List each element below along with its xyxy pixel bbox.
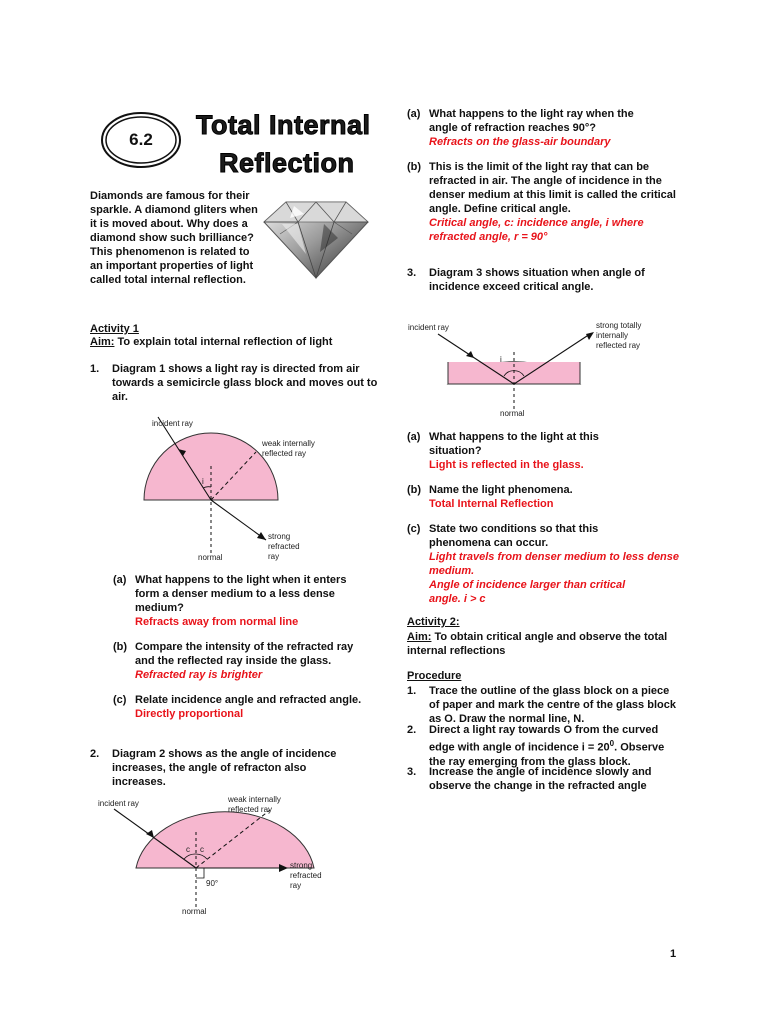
q3b-label: (b) [407,484,422,496]
item2 [90,747,360,789]
q3b-answer: Total Internal Reflection [429,498,554,510]
q3b-question: Name the light phenomena. [429,484,573,496]
diagram3-strong-label-2: internally [596,331,629,340]
step3-text: Increase the angle of incidence slowly and observe the change in the refracted angle [429,766,652,792]
activity2-heading [407,616,460,628]
diagram1-weak-label-1: weak internally [262,439,315,448]
procedure-heading [407,670,461,682]
activity2-aim-text: To obtain critical angle and observe the total internal reflections [407,631,668,657]
item1-number: 1. [90,363,100,375]
diamond-image [254,194,378,280]
q1b-label: (b) [113,641,128,653]
diagram2-angle-c-left: c [186,845,190,854]
q3c [407,522,679,606]
q3c-label: (c) [407,523,421,535]
q2a-answer: Refracts on the glass-air boundary [429,136,611,148]
page-title-line1: Total Internal [196,110,371,140]
diagram3-strong-label-1: strong totally [596,321,642,330]
section-number: 6.2 [129,130,153,149]
q2b-answer-line1: Critical angle, c: incidence angle, i where [429,217,644,229]
activity1-aim-label: Aim: [90,336,115,348]
q2a-question-line2: angle of refraction reaches 90°? [429,122,597,134]
diagram2-weak-label-1: weak internally [228,795,281,804]
step2-degree-sup: 0 [609,739,615,748]
item3-number: 3. [407,267,417,279]
q2a-question-line1: What happens to the light ray when the [429,108,634,120]
step2-number: 2. [407,724,417,736]
diagram3-strong-label-3: reflected ray [596,341,641,350]
diagram1-strong-label-2: refracted [268,542,300,551]
q2b-question: This is the limit of the light ray that can be refracted in air. The angle of incidence in the denser medium at this limit is called the critical angle. Define critical angle. [429,161,676,215]
diagram2-90-label: 90° [206,879,219,888]
diagram1-strong-label-1: strong [268,532,291,541]
activity2-heading-text: Activity 2: [407,616,460,628]
page-number: 1 [670,948,677,960]
q1b [113,640,373,682]
q1a-question: What happens to the light when it enters form a denser medium to a less dense medium? [135,574,347,614]
diagram1-incident-label: incident ray [152,419,193,428]
activity1-aim-text: To explain total internal reflection of light [114,336,333,348]
diagram2 [92,792,342,922]
diagram3 [404,312,684,420]
diagram1-normal-label: normal [198,553,223,562]
diagram1-weak-label-2: reflected ray [262,449,307,458]
q3a-question: What happens to the light at this situation? [429,431,599,457]
step1-text: Trace the outline of the glass block on a piece of paper and mark the centre of the glass block as O. Draw the normal line, N. [429,685,676,725]
q2a-label: (a) [407,108,421,120]
procedure-heading-text: Procedure [407,670,462,682]
diagram2-strong-label-2: refracted [290,871,322,880]
activity2-aim [407,630,685,658]
q3a [407,430,679,472]
diagram2-strong-label-1: strong [290,861,313,870]
q1a-label: (a) [113,574,127,586]
diagram2-angle-c-right: c [200,845,204,854]
procedure-step-2 [407,723,679,769]
item2-number: 2. [90,748,100,760]
q2a [407,107,687,149]
q1a-answer: Refracts away from normal line [135,616,299,628]
intro-paragraph: Diamonds are famous for their sparkle. A diamond gliters when it is moved about. Why does a diamond show such brilliance? This phenomenon is related to an important properties of light called total internal reflection. [90,190,258,286]
q1b-answer: Refracted ray is brighter [135,669,263,681]
diagram2-weak-label-2: reflected ray [228,805,273,814]
item2-text: Diagram 2 shows as the angle of incidence increases, the angle of refracton also increases. [112,748,337,788]
procedure-step-3 [407,765,679,793]
item3-text: Diagram 3 shows situation when angle of incidence exceed critical angle. [429,267,645,293]
diagram3-incident-label: incident ray [408,323,449,332]
q1c [113,693,373,721]
step1-number: 1. [407,685,417,697]
step3-number: 3. [407,766,417,778]
item1-text: Diagram 1 shows a light ray is directed from air towards a semicircle glass block and moves out to air. [112,363,378,403]
q1b-question: Compare the intensity of the refracted ray and the reflected ray inside the glass. [135,641,354,667]
activity1-heading-text: Activity 1 [90,323,139,335]
diagram1 [138,410,338,568]
q2b [407,160,679,244]
q3a-label: (a) [407,431,421,443]
activity2-aim-label: Aim: [407,631,432,643]
q1c-label: (c) [113,694,127,706]
step2-text-pre: Direct a light ray towards O from the curved edge with angle of incidence i = 20 [429,724,659,754]
diagram1-angle-i: i [202,477,204,486]
diagram3-normal-label: normal [500,409,525,418]
section-badge [100,110,182,170]
q2b-label: (b) [407,161,422,173]
item1 [90,362,380,404]
procedure-step-1 [407,684,679,726]
q1c-question: Relate incidence angle and refracted angle. [135,694,362,706]
q1a [113,573,373,629]
q1c-answer: Directly proportional [135,708,244,720]
diagram3-angle-i: i [500,355,502,364]
q2b-answer-line2: refracted angle, r = 90° [429,231,548,243]
q3a-answer: Light is reflected in the glass. [429,459,584,471]
step2-text-post: . Observe the ray emerging from the glass block. [429,741,665,768]
item3 [407,266,687,294]
diagram2-incident-label: incident ray [98,799,139,808]
diagram2-strong-label-3: ray [290,881,302,890]
q3c-question: State two conditions so that this phenomena can occur. [429,523,599,549]
diagram1-strong-label-3: ray [268,552,280,561]
q3b [407,483,679,511]
activity1-heading [90,323,139,335]
q3c-answer-line2: Angle of incidence larger than critical angle. i > c [429,579,626,605]
activity1-aim [90,336,380,348]
page-title-line2: Reflection [219,148,355,178]
q3c-answer-line1: Light travels from denser medium to less dense medium. [429,551,680,577]
diagram2-normal-label: normal [182,907,207,916]
